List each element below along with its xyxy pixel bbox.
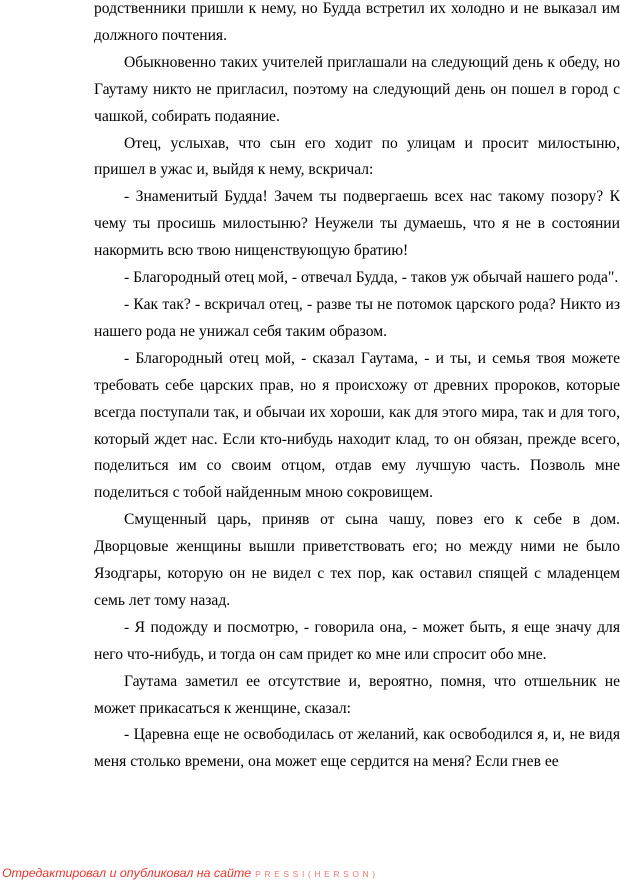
paragraph-10: Гаутама заметил ее отсутствие и, вероятно, помня, что отшельник не может прикасаться к женщине, сказал:	[94, 672, 620, 717]
paragraph-2: Обыкновенно таких учителей приглашали на следующий день к обеду, но Гаутаму никто не пригласил, поэтому на следующий день он пошел в город с чашкой, собирать подаяние.	[94, 53, 620, 125]
paragraph-4: - Знаменитый Будда! Зачем ты подвергаешь всех нас такому позору? К чему ты просишь милостыню? Неужели ты думаешь, что я не в состоянии накормить всю твою нищенствующую братию!	[94, 188, 620, 260]
paragraph-1: родственники пришли к нему, но Будда встретил их холодно и не выказал им должного почтения.	[94, 0, 620, 44]
paragraph-6: - Как так? - вскричал отец, - разве ты не потомок царского рода? Никто из нашего рода не унижал себя таким образом.	[94, 295, 620, 340]
paragraph-7: - Благородный отец мой, - сказал Гаутама, - и ты, и семья твоя можете требовать себе царских прав, но я происхожу от древних пророков, которые всегда поступали так, и обычаи их хороши, как для этого мира, так и для того, который ждет нас. Если кто-нибудь находит клад, то он обязан, прежде всего, поделиться им со своим отцом, отдав ему лучшую часть. Позволь мне поделиться с тобой найденным мною сокровищем.	[94, 349, 620, 502]
footer-site-brand[interactable]: PRESSI(HERSON)	[255, 869, 379, 879]
paragraph-8: Смущенный царь, приняв от сына чашу, повез его к себе в дом. Дворцовые женщины вышли приветствовать его; но между ними не было Язодгары, которую он не видел с тех пор, как оставил спящей с младенцем семь лет тому назад.	[94, 511, 620, 609]
paragraph-9: - Я подожду и посмотрю, - говорила она, - может быть, я еще значу для него что-нибудь, и тогда он сам придет ко мне или спросит обо мне.	[94, 618, 620, 663]
page-footer	[2, 865, 618, 882]
paragraph-5: - Благородный отец мой, - отвечал Будда, - таков уж обычай нашего рода".	[124, 269, 619, 287]
footer-credit-text: Отредактировал и опубликовал на сайте	[2, 866, 252, 880]
paragraph-11: - Царевна еще не освободилась от желаний, как освободился я, и, не видя меня столько времени, она может еще сердится на меня? Если гнев ее	[94, 726, 620, 771]
paragraph-3: Отец, услыхав, что сын его ходит по улицам и просит милостыню, пришел в ужас и, выйдя к нему, вскричал:	[94, 134, 620, 179]
document-page	[94, 0, 620, 776]
